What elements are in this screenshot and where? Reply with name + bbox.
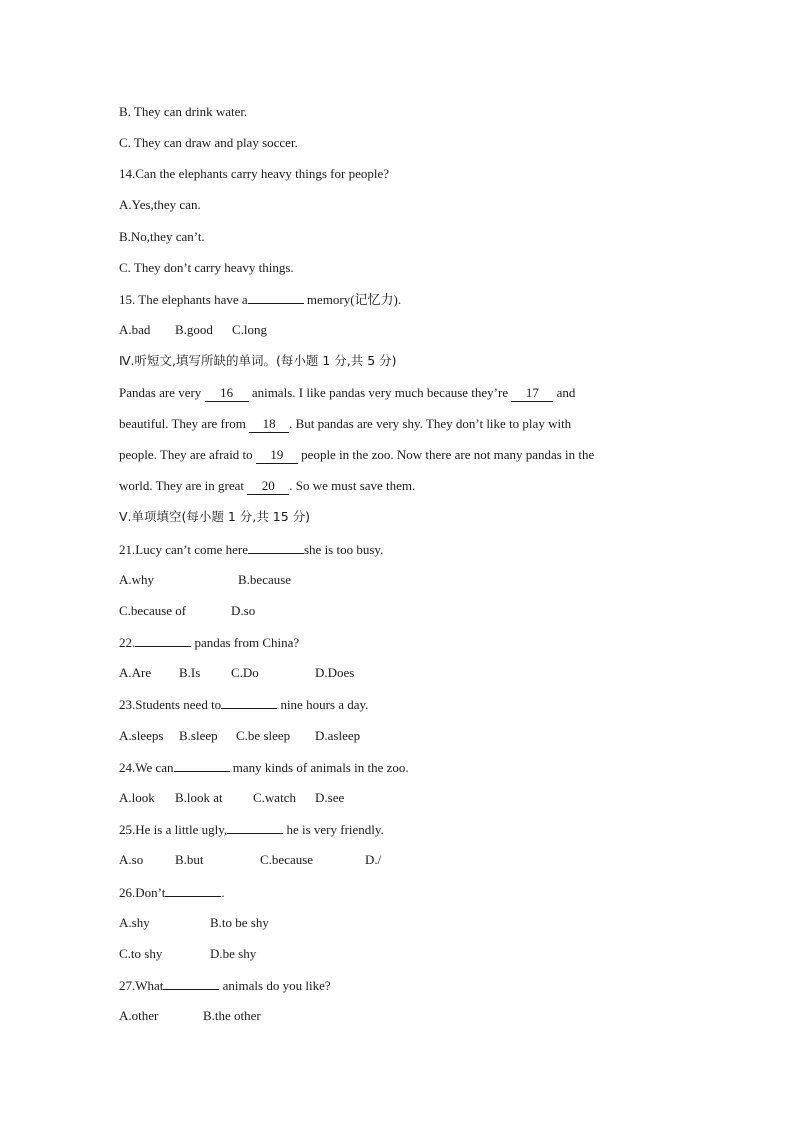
passage-text: . But pandas are very shy. They don’t like to play with [289, 416, 572, 431]
q27-option-b: B.the other [203, 1008, 261, 1023]
q15-text-pre: 15. The elephants have a [119, 292, 248, 307]
passage-text: animals. I like pandas very much because they’re [248, 385, 512, 400]
q21-options-row-1 [119, 570, 291, 590]
passage-text: people in the zoo. Now there are not many pandas in the [297, 447, 595, 462]
passage-text: beautiful. They are from [119, 416, 250, 431]
q13-option-c: C. They can draw and play soccer. [119, 135, 298, 150]
q26-text-pre: 26.Don’t [119, 885, 166, 900]
q22-options [119, 663, 354, 683]
q14-option-c: C. They don’t carry heavy things. [119, 260, 294, 275]
passage-text: and [553, 385, 576, 400]
blank-19[interactable]: 19 [256, 447, 298, 464]
q22-option-c: C.Do [231, 665, 259, 680]
q13-option-b: B. They can drink water. [119, 104, 248, 119]
q21-option-b: B.because [238, 572, 292, 587]
q26-option-b: B.to be shy [210, 915, 269, 930]
q24-option-d: D.see [315, 790, 345, 805]
q26-options-row-2 [119, 944, 256, 964]
passage-line-1 [119, 383, 575, 403]
passage-line-4 [119, 476, 415, 496]
q23-option-c: C.be sleep [236, 728, 291, 743]
q26-options-row-1 [119, 913, 269, 933]
q23-text-post: nine hours a day. [277, 697, 369, 712]
q15-option-c: C.long [232, 322, 268, 337]
q21-blank[interactable] [248, 539, 304, 554]
q24-blank[interactable] [174, 757, 230, 772]
q26-option-a: A.shy [119, 915, 150, 930]
q15-options [119, 320, 267, 340]
section-5-heading: Ⅴ.单项填空(每小题 1 分,共 15 分) [119, 509, 311, 524]
q25-question [119, 819, 384, 839]
q22-option-d: D.Does [315, 665, 355, 680]
q21-text-pre: 21.Lucy can’t come here [119, 542, 248, 557]
q23-option-b: B.sleep [179, 728, 218, 743]
q26-option-d: D.be shy [210, 946, 257, 961]
q23-question [119, 694, 368, 714]
q25-options [119, 850, 381, 870]
q21-option-d: D.so [231, 603, 256, 618]
q24-text-post: many kinds of animals in the zoo. [229, 760, 409, 775]
q22-blank[interactable] [135, 632, 191, 647]
q14-question: 14.Can the elephants carry heavy things for people? [119, 166, 390, 181]
q22-option-a: A.Are [119, 665, 152, 680]
q26-option-c: C.to shy [119, 946, 163, 961]
blank-16[interactable]: 16 [205, 385, 249, 402]
q22-text-post: pandas from China? [191, 635, 300, 650]
q25-blank[interactable] [227, 819, 283, 834]
q27-blank[interactable] [163, 975, 219, 990]
passage-text: Pandas are very [119, 385, 205, 400]
q24-text-pre: 24.We can [119, 760, 174, 775]
q21-option-c: C.because of [119, 603, 187, 618]
q22-option-b: B.Is [179, 665, 201, 680]
q21-option-a: A.why [119, 572, 155, 587]
q25-text-pre: 25.He is a little ugly, [119, 822, 228, 837]
blank-20[interactable]: 20 [247, 478, 289, 495]
q27-question [119, 975, 331, 995]
q25-option-c: C.because [260, 852, 314, 867]
q21-options-row-2 [119, 601, 255, 621]
q27-text-pre: 27.What [119, 978, 164, 993]
q14-option-a: A.Yes,they can. [119, 197, 201, 212]
q24-option-c: C.watch [253, 790, 296, 805]
q15-question [119, 289, 401, 309]
blank-17[interactable]: 17 [511, 385, 553, 402]
q24-options [119, 788, 344, 808]
q27-option-a: A.other [119, 1008, 159, 1023]
q24-question [119, 757, 409, 777]
q21-text-post: she is too busy. [303, 542, 384, 557]
q26-text-post: . [221, 885, 225, 900]
passage-line-2 [119, 414, 571, 434]
q27-options [119, 1006, 261, 1026]
q24-option-b: B.look at [175, 790, 223, 805]
passage-text: . So we must save them. [289, 478, 416, 493]
q27-text-post: animals do you like? [219, 978, 331, 993]
q15-option-b: B.good [175, 322, 213, 337]
passage-text: people. They are afraid to [119, 447, 256, 462]
q23-text-pre: 23.Students need to [119, 697, 222, 712]
q26-blank[interactable] [165, 882, 221, 897]
q22-question [119, 632, 299, 652]
q23-blank[interactable] [221, 694, 277, 709]
q14-option-b: B.No,they can’t. [119, 229, 205, 244]
q15-text-post: memory(记忆力). [303, 292, 402, 307]
q23-option-d: D.asleep [315, 728, 361, 743]
blank-18[interactable]: 18 [249, 416, 289, 433]
q23-option-a: A.sleeps [119, 728, 164, 743]
q23-options [119, 726, 360, 746]
q22-text-pre: 22. [119, 635, 136, 650]
q21-question [119, 539, 383, 559]
q25-option-a: A.so [119, 852, 144, 867]
q26-question [119, 882, 225, 902]
q15-option-a: A.bad [119, 322, 151, 337]
passage-line-3 [119, 445, 594, 465]
q24-option-a: A.look [119, 790, 155, 805]
q25-option-d: D./ [365, 852, 382, 867]
q15-blank[interactable] [248, 289, 304, 304]
q25-option-b: B.but [175, 852, 204, 867]
passage-text: world. They are in great [119, 478, 248, 493]
section-4-heading: Ⅳ.听短文,填写所缺的单词。(每小题 1 分,共 5 分) [119, 353, 397, 368]
q25-text-post: he is very friendly. [283, 822, 384, 837]
